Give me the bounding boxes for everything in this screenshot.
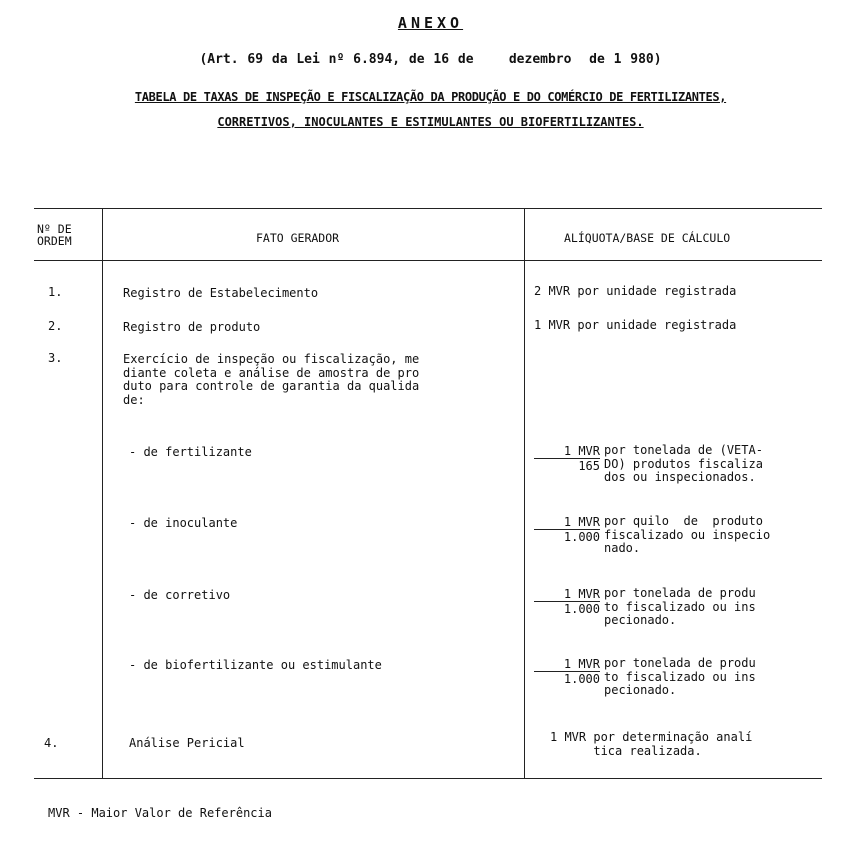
table-heading-line-2: CORRETIVOS, INOCULANTES E ESTIMULANTES OU BIOFERTILIZANTES. (217, 115, 644, 129)
subrow-fertilizante-fato: - de fertilizante (129, 445, 252, 459)
subrow-fertilizante-fraction (534, 444, 600, 473)
column-header-ordem: Nº DE ORDEM (37, 222, 72, 248)
fee-table (34, 208, 822, 779)
row-3-fato: Exercício de inspeção ou fiscalização, me diante coleta e análise de amostra de pro duto para controle de garantia da qualida de: (123, 352, 420, 407)
row-3-number: 3. (48, 351, 63, 365)
row-4-aliquota: 1 MVR por determinação analí tica realizada. (550, 730, 753, 758)
fraction-denominator: 165 (578, 459, 600, 473)
row-2-number: 2. (48, 319, 63, 333)
annex-title: ANEXO (397, 14, 464, 32)
column-header-fato-gerador: FATO GERADOR (256, 231, 340, 245)
table-heading-line-1: TABELA DE TAXAS DE INSPEÇÃO E FISCALIZAÇÃO DA PRODUÇÃO E DO COMÉRCIO DE FERTILIZANTES, (134, 90, 727, 104)
fraction-denominator: 1.000 (563, 672, 600, 686)
fraction-denominator: 1.000 (563, 602, 600, 616)
row-2-fato: Registro de produto (123, 320, 261, 334)
law-reference: (Art. 69 da Lei nº 6.894, de 16 de dezembro de 1 980) (199, 52, 662, 67)
row-1-number: 1. (48, 285, 63, 299)
mvr-legend: MVR - Maior Valor de Referência (48, 806, 272, 820)
row-1-fato: Registro de Estabelecimento (123, 286, 319, 300)
column-header-aliquota: ALÍQUOTA/BASE DE CÁLCULO (564, 231, 731, 245)
table-top-rule (34, 208, 822, 209)
row-4-number: 4. (44, 736, 59, 750)
table-header-rule (34, 260, 822, 261)
table-bottom-rule (34, 778, 822, 779)
column-divider-2 (524, 208, 525, 779)
fraction-numerator: 1 MVR (534, 444, 600, 459)
fraction-denominator: 1.000 (563, 530, 600, 544)
fraction-numerator: 1 MVR (534, 587, 600, 602)
subrow-biofertilizante-fato: - de biofertilizante ou estimulante (129, 658, 382, 672)
row-2-aliquota: 1 MVR por unidade registrada (534, 318, 737, 332)
subrow-inoculante-fraction (534, 515, 600, 544)
subrow-fertilizante-aliquota: por tonelada de (VETA- DO) produtos fiscaliza dos ou inspecionados. (604, 443, 763, 484)
fraction-numerator: 1 MVR (534, 657, 600, 672)
subrow-corretivo-fraction (534, 587, 600, 616)
fraction-numerator: 1 MVR (534, 515, 600, 530)
subrow-inoculante-fato: - de inoculante (129, 516, 238, 530)
subrow-inoculante-aliquota: por quilo de produto fiscalizado ou inspecio nado. (604, 514, 771, 555)
subrow-biofertilizante-fraction (534, 657, 600, 686)
row-1-aliquota: 2 MVR por unidade registrada (534, 284, 737, 298)
row-4-fato: Análise Pericial (129, 736, 245, 750)
subrow-biofertilizante-aliquota: por tonelada de produ to fiscalizado ou ins pecionado. (604, 656, 756, 697)
subrow-corretivo-fato: - de corretivo (129, 588, 231, 602)
column-divider-1 (102, 208, 103, 779)
subrow-corretivo-aliquota: por tonelada de produ to fiscalizado ou ins pecionado. (604, 586, 756, 627)
